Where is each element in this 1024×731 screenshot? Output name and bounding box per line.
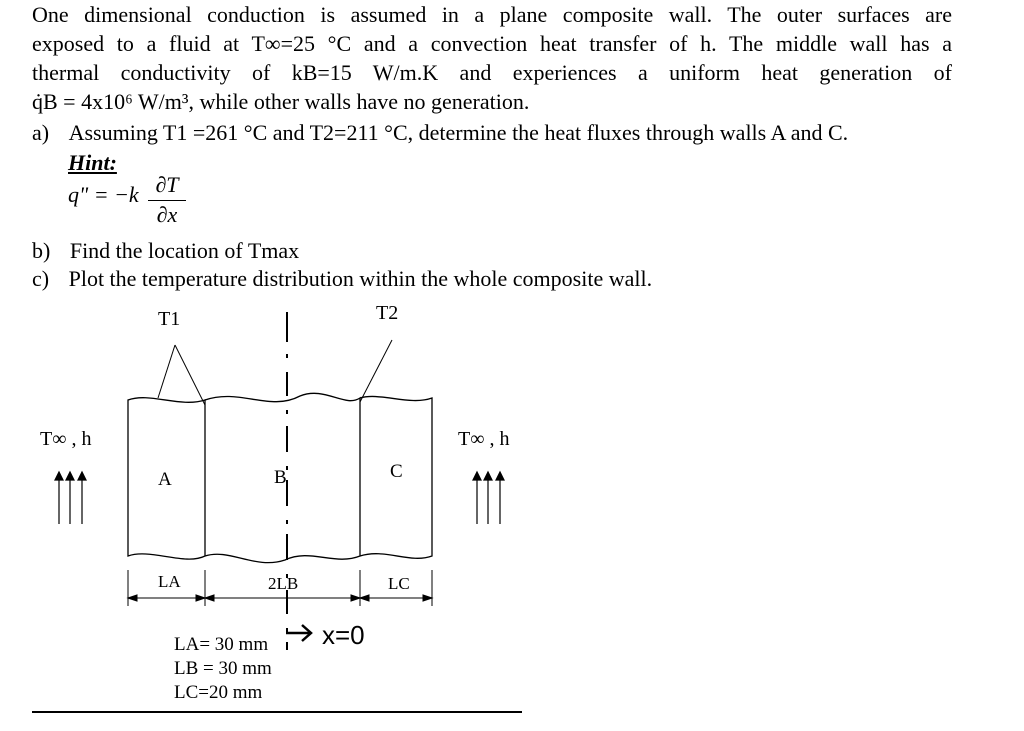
dimension-la: LA <box>158 572 181 591</box>
wall-c-label: C <box>390 461 403 482</box>
hint-equation-lhs: q" = −k <box>68 182 139 207</box>
problem-line-2: exposed to a fluid at T∞=25 °C and a convection heat transfer of h. The middle wall has a <box>32 31 952 56</box>
bottom-rule <box>32 711 522 713</box>
convection-arrows-left <box>55 472 86 524</box>
value-lc: LC=20 mm <box>174 682 263 703</box>
part-b-label: b) <box>32 238 51 263</box>
wall-a-label: A <box>158 469 172 490</box>
problem-line-1: One dimensional conduction is assumed in a plane composite wall. The outer surfaces are <box>32 2 952 27</box>
t1-label: T1 <box>158 308 181 330</box>
part-a-text: Assuming T1 =261 °C and T2=211 °C, determine the heat fluxes through walls A and C. <box>68 120 849 145</box>
value-lb: LB = 30 mm <box>174 658 272 679</box>
dimension-lc: LC <box>388 574 410 593</box>
t2-label: T2 <box>376 302 399 324</box>
problem-line-3: thermal conductivity of kB=15 W/m.K and experiences a uniform heat generation of <box>32 60 952 85</box>
hint-equation-denominator: ∂x <box>156 202 178 227</box>
t-inf-right-label: T∞ , h <box>458 428 510 450</box>
hint-label: Hint: <box>68 150 117 175</box>
part-b-text: Find the location of Tmax <box>69 238 300 263</box>
wall-b-label: B <box>274 467 287 488</box>
value-la: LA= 30 mm <box>174 634 269 655</box>
x-origin-label: x=0 <box>322 620 365 650</box>
part-a-label: a) <box>32 120 50 145</box>
part-c-label: c) <box>32 266 50 291</box>
temperature-leader-lines <box>158 340 392 405</box>
x-origin-arrow <box>286 625 311 641</box>
t-inf-left-label: T∞ , h <box>40 428 92 450</box>
problem-line-4: q̇B = 4x10⁶ W/m³, while other walls have no generation. <box>32 89 530 114</box>
part-c-text: Plot the temperature distribution within the whole composite wall. <box>68 266 653 291</box>
convection-arrows-right <box>473 472 504 524</box>
dimension-2lb: 2LB <box>268 574 299 593</box>
hint-equation-numerator: ∂T <box>148 172 186 201</box>
